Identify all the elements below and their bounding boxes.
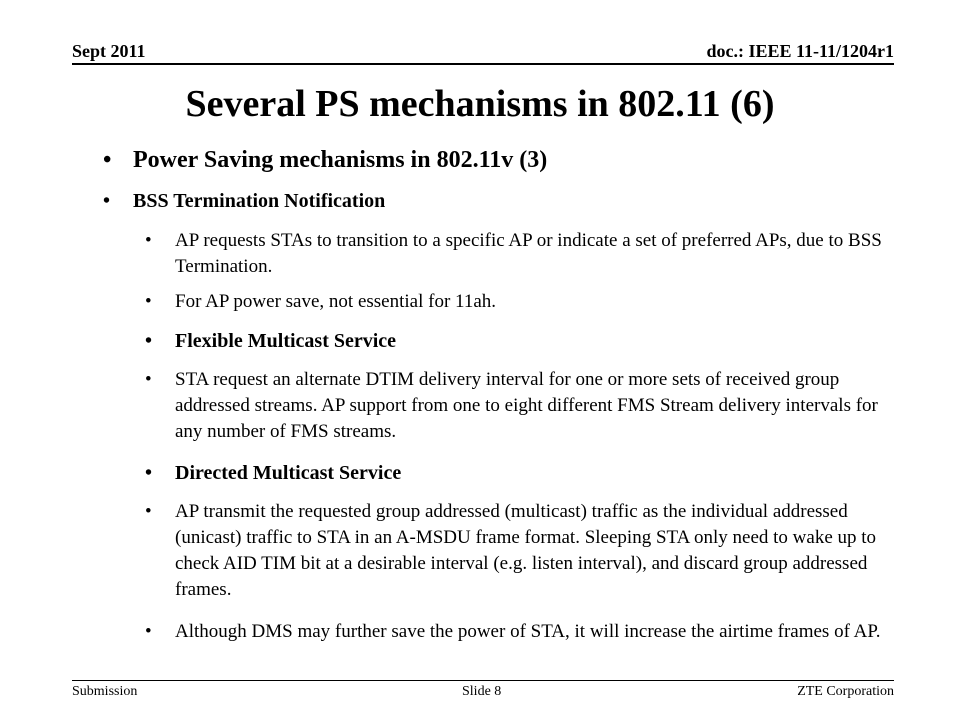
bullet-directed-multicast	[145, 460, 905, 486]
bullet-marker: •	[145, 462, 153, 484]
header-doc-id: doc.: IEEE 11-11/1204r1	[706, 41, 894, 61]
bullet-marker: •	[145, 291, 152, 312]
bullet-marker: •	[145, 501, 152, 522]
bullet-text: For AP power save, not essential for 11ah.	[175, 291, 497, 312]
header-date: Sept 2011	[72, 41, 146, 61]
header-divider	[72, 63, 894, 65]
bullet-dms-airtime	[145, 619, 905, 645]
bullet-marker: •	[103, 190, 111, 212]
footer-slide-number: Slide 8	[462, 684, 502, 699]
bullet-text: STA request an alternate DTIM delivery interval for one or more sets of received group addressed streams. AP support from one to eight different FMS Stream delivery intervals for any number of FMS streams.	[175, 369, 878, 442]
footer-company: ZTE Corporation	[797, 684, 894, 699]
bullet-marker: •	[145, 330, 153, 352]
bullet-marker: •	[103, 147, 112, 173]
footer-divider	[72, 680, 894, 681]
bullet-text: Although DMS may further save the power of STA, it will increase the airtime frames of AP.	[175, 621, 881, 642]
bullet-text: BSS Termination Notification	[133, 190, 386, 212]
bullet-flexible-multicast	[145, 328, 905, 354]
bullet-text: AP transmit the requested group addressed (multicast) traffic as the individual addressed (unicast) traffic to STA in an A-MSDU frame format. Sleeping STA only need to wake up to check AID TIM bit at a desirable interval (e.g. listen interval), and discard group addressed frames.	[175, 501, 877, 600]
bullet-ap-transmit-unicast	[145, 499, 905, 603]
bullet-text: AP requests STAs to transition to a specific AP or indicate a set of preferred APs, due to BSS Termination.	[175, 230, 882, 277]
bullet-text: Power Saving mechanisms in 802.11v (3)	[133, 147, 548, 173]
bullet-text: Directed Multicast Service	[175, 462, 402, 484]
bullet-power-saving-80211v	[103, 145, 903, 175]
bullet-marker: •	[145, 621, 152, 642]
footer-submission: Submission	[72, 684, 138, 699]
bullet-marker: •	[145, 230, 152, 251]
bullet-text: Flexible Multicast Service	[175, 330, 397, 352]
bullet-sta-dtim-request	[145, 367, 905, 445]
bullet-bss-termination	[103, 188, 903, 214]
bullet-ap-power-save	[145, 289, 905, 315]
bullet-marker: •	[145, 369, 152, 390]
slide-title: Several PS mechanisms in 802.11 (6)	[185, 83, 775, 125]
bullet-ap-requests	[145, 228, 905, 280]
